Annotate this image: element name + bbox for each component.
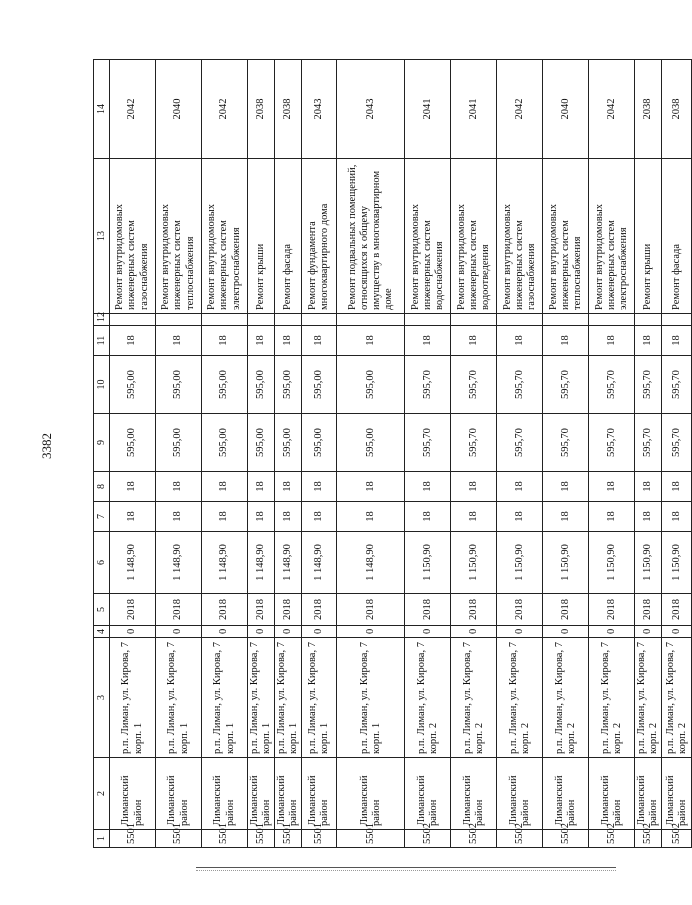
table-wrapper [93,60,688,848]
table-cell-col-9: 595,70 [451,414,497,472]
table-row [302,60,337,848]
column-header-13: 13 [94,159,110,314]
table-cell-col-5: 2018 [302,594,337,626]
table-cell-col-13: Ремонт фасада [275,159,302,314]
table-cell-col-7: 18 [110,502,156,532]
table-cell-col-11: 18 [110,326,156,356]
table-body [110,60,692,848]
column-header-3: 3 [94,638,110,758]
table-cell-col-13: Ремонт внутридомовых инженерных систем теплоснабжения [156,159,202,314]
table-cell-col-3: р.п. Лиман, ул. Кирова, 7 корп. 2 [589,638,635,758]
table-cell-col-9: 595,70 [543,414,589,472]
table-cell-col-13: Ремонт внутридомовых инженерных систем газоснабжения [110,159,156,314]
table-cell-col-9: 595,00 [337,414,405,472]
table-cell-col-9: 595,00 [302,414,337,472]
table-cell-col-1: 5502 [451,830,497,848]
table-cell-col-6: 1 148,90 [302,532,337,594]
table-cell-col-1: 5502 [543,830,589,848]
table-cell-col-6: 1 150,90 [497,532,543,594]
column-header-5: 5 [94,594,110,626]
table-cell-col-9: 595,00 [202,414,248,472]
table-cell-col-8: 18 [451,472,497,502]
table-cell-col-1: 5501 [156,830,202,848]
table-cell-col-10: 595,00 [156,356,202,414]
table-cell-col-10: 595,70 [405,356,451,414]
table-cell-col-4: 0 [543,626,589,638]
table-cell-col-12 [202,314,248,326]
table-cell-col-2: Лиманский район [202,758,248,830]
table-cell-col-9: 595,00 [156,414,202,472]
column-header-2: 2 [94,758,110,830]
table-cell-col-10: 595,70 [662,356,692,414]
table-cell-col-5: 2018 [156,594,202,626]
table-cell-col-3: р.п. Лиман, ул. Кирова, 7 корп. 1 [202,638,248,758]
table-cell-col-8: 18 [248,472,275,502]
table-cell-col-3: р.п. Лиман, ул. Кирова, 7 корп. 2 [635,638,662,758]
table-cell-col-3: р.п. Лиман, ул. Кирова, 7 корп. 2 [543,638,589,758]
column-header-6: 6 [94,532,110,594]
table-cell-col-9: 595,00 [275,414,302,472]
table-cell-col-13: Ремонт фасада [662,159,692,314]
table-cell-col-12 [543,314,589,326]
table-row [662,60,692,848]
table-cell-col-14: 2043 [302,60,337,159]
table-row [405,60,451,848]
table-cell-col-12 [662,314,692,326]
table-cell-col-8: 18 [405,472,451,502]
table-cell-col-7: 18 [156,502,202,532]
table-cell-col-7: 18 [543,502,589,532]
table-cell-col-11: 18 [497,326,543,356]
table-cell-col-11: 18 [202,326,248,356]
table-cell-col-14: 2038 [248,60,275,159]
table-cell-col-12 [497,314,543,326]
table-cell-col-1: 5502 [662,830,692,848]
table-cell-col-14: 2038 [662,60,692,159]
table-cell-col-1: 5501 [275,830,302,848]
table-cell-col-12 [110,314,156,326]
table-cell-col-8: 18 [202,472,248,502]
table-cell-col-6: 1 148,90 [248,532,275,594]
table-cell-col-12 [451,314,497,326]
table-cell-col-10: 595,70 [543,356,589,414]
table-cell-col-7: 18 [202,502,248,532]
table-cell-col-10: 595,00 [248,356,275,414]
column-header-4: 4 [94,626,110,638]
table-cell-col-6: 1 150,90 [543,532,589,594]
table-cell-col-6: 1 150,90 [635,532,662,594]
table-cell-col-6: 1 148,90 [275,532,302,594]
table-cell-col-3: р.п. Лиман, ул. Кирова, 7 корп. 1 [337,638,405,758]
table-cell-col-11: 18 [275,326,302,356]
table-cell-col-14: 2042 [202,60,248,159]
table-row [337,60,405,848]
table-cell-col-10: 595,70 [635,356,662,414]
header-row [94,60,110,848]
table-cell-col-7: 18 [497,502,543,532]
table-cell-col-10: 595,70 [451,356,497,414]
table-cell-col-6: 1 150,90 [451,532,497,594]
table-cell-col-4: 0 [156,626,202,638]
table-cell-col-8: 18 [589,472,635,502]
table-cell-col-1: 5502 [497,830,543,848]
table-cell-col-7: 18 [451,502,497,532]
table-cell-col-9: 595,70 [635,414,662,472]
table-cell-col-6: 1 148,90 [110,532,156,594]
bottom-scan-line [196,867,616,868]
table-cell-col-1: 5502 [635,830,662,848]
table-cell-col-14: 2042 [497,60,543,159]
table-cell-col-8: 18 [662,472,692,502]
table-cell-col-12 [589,314,635,326]
column-header-14: 14 [94,60,110,159]
page-number: 3382 [39,433,54,459]
table-cell-col-11: 18 [405,326,451,356]
table-cell-col-2: Лиманский район [543,758,589,830]
table-cell-col-2: Лиманский район [497,758,543,830]
table-cell-col-5: 2018 [337,594,405,626]
table-cell-col-10: 595,00 [337,356,405,414]
table-row [451,60,497,848]
table-cell-col-4: 0 [635,626,662,638]
table-cell-col-4: 0 [662,626,692,638]
table-cell-col-7: 18 [248,502,275,532]
table-cell-col-4: 0 [497,626,543,638]
table-cell-col-3: р.п. Лиман, ул. Кирова, 7 корп. 2 [405,638,451,758]
table-cell-col-13: Ремонт фундамента многоквартирного дома [302,159,337,314]
table-row [275,60,302,848]
table-cell-col-6: 1 148,90 [337,532,405,594]
table-cell-col-3: р.п. Лиман, ул. Кирова, 7 корп. 2 [662,638,692,758]
table-cell-col-8: 18 [543,472,589,502]
table-cell-col-13: Ремонт подвальных помещений, относящихся к общему имуществу в многоквартирном доме [337,159,405,314]
table-cell-col-9: 595,00 [110,414,156,472]
table-cell-col-5: 2018 [635,594,662,626]
column-header-10: 10 [94,356,110,414]
table-cell-col-5: 2018 [589,594,635,626]
table-cell-col-14: 2041 [405,60,451,159]
table-cell-col-3: р.п. Лиман, ул. Кирова, 7 корп. 1 [110,638,156,758]
table-cell-col-2: Лиманский район [589,758,635,830]
table-cell-col-1: 5502 [589,830,635,848]
column-header-1: 1 [94,830,110,848]
table-row [248,60,275,848]
table-cell-col-8: 18 [302,472,337,502]
table-cell-col-13: Ремонт внутридомовых инженерных систем водоснабжения [405,159,451,314]
table-cell-col-8: 18 [497,472,543,502]
column-header-7: 7 [94,502,110,532]
table-cell-col-6: 1 148,90 [202,532,248,594]
table-cell-col-12 [275,314,302,326]
table-cell-col-11: 18 [156,326,202,356]
table-cell-col-13: Ремонт внутридомовых инженерных систем газоснабжения [497,159,543,314]
table-cell-col-13: Ремонт внутридомовых инженерных систем теплоснабжения [543,159,589,314]
table-cell-col-5: 2018 [497,594,543,626]
table-cell-col-2: Лиманский район [451,758,497,830]
table-cell-col-13: Ремонт внутридомовых инженерных систем электроснабжения [202,159,248,314]
table-cell-col-5: 2018 [248,594,275,626]
table-cell-col-2: Лиманский район [275,758,302,830]
table-cell-col-9: 595,70 [497,414,543,472]
table-cell-col-4: 0 [405,626,451,638]
table-cell-col-6: 1 148,90 [156,532,202,594]
table-cell-col-4: 0 [110,626,156,638]
table-cell-col-9: 595,00 [248,414,275,472]
table-cell-col-2: Лиманский район [302,758,337,830]
table-row [589,60,635,848]
table-cell-col-10: 595,70 [497,356,543,414]
table-cell-col-2: Лиманский район [405,758,451,830]
table-cell-col-1: 5501 [248,830,275,848]
table-cell-col-12 [635,314,662,326]
table-cell-col-11: 18 [302,326,337,356]
table-cell-col-4: 0 [451,626,497,638]
table-cell-col-14: 2043 [337,60,405,159]
table-cell-col-5: 2018 [662,594,692,626]
table-cell-col-8: 18 [156,472,202,502]
table-cell-col-4: 0 [337,626,405,638]
table-row [202,60,248,848]
table-cell-col-8: 18 [110,472,156,502]
table-cell-col-3: р.п. Лиман, ул. Кирова, 7 корп. 1 [248,638,275,758]
table-cell-col-10: 595,00 [110,356,156,414]
column-header-9: 9 [94,414,110,472]
table-cell-col-12 [302,314,337,326]
table-cell-col-2: Лиманский район [635,758,662,830]
table-cell-col-2: Лиманский район [248,758,275,830]
table-cell-col-4: 0 [275,626,302,638]
table-cell-col-1: 5501 [337,830,405,848]
table-cell-col-11: 18 [248,326,275,356]
table-cell-col-4: 0 [248,626,275,638]
table-cell-col-14: 2042 [110,60,156,159]
table-cell-col-7: 18 [662,502,692,532]
table-cell-col-1: 5501 [302,830,337,848]
table-cell-col-7: 18 [635,502,662,532]
table-cell-col-5: 2018 [451,594,497,626]
table-cell-col-5: 2018 [202,594,248,626]
column-header-8: 8 [94,472,110,502]
table-cell-col-7: 18 [275,502,302,532]
table-cell-col-14: 2040 [156,60,202,159]
table-cell-col-8: 18 [337,472,405,502]
table-cell-col-11: 18 [635,326,662,356]
table-cell-col-4: 0 [202,626,248,638]
table-cell-col-3: р.п. Лиман, ул. Кирова, 7 корп. 2 [497,638,543,758]
table-cell-col-2: Лиманский район [337,758,405,830]
table-cell-col-13: Ремонт крыши [248,159,275,314]
table-cell-col-11: 18 [589,326,635,356]
column-header-12: 12 [94,314,110,326]
table-cell-col-7: 18 [302,502,337,532]
table-cell-col-5: 2018 [543,594,589,626]
table-cell-col-6: 1 150,90 [405,532,451,594]
table-cell-col-13: Ремонт внутридомовых инженерных систем электроснабжения [589,159,635,314]
table-row [497,60,543,848]
table-cell-col-6: 1 150,90 [662,532,692,594]
table-cell-col-8: 18 [275,472,302,502]
table-cell-col-4: 0 [589,626,635,638]
table-cell-col-12 [156,314,202,326]
table-cell-col-14: 2040 [543,60,589,159]
table-cell-col-11: 18 [337,326,405,356]
table-cell-col-10: 595,00 [275,356,302,414]
table-cell-col-11: 18 [451,326,497,356]
column-header-11: 11 [94,326,110,356]
table-row [543,60,589,848]
table-cell-col-10: 595,70 [589,356,635,414]
table-cell-col-3: р.п. Лиман, ул. Кирова, 7 корп. 1 [156,638,202,758]
table-row [635,60,662,848]
table-cell-col-2: Лиманский район [156,758,202,830]
table-cell-col-5: 2018 [110,594,156,626]
table-cell-col-9: 595,70 [589,414,635,472]
table-cell-col-2: Лиманский район [110,758,156,830]
table-cell-col-7: 18 [589,502,635,532]
table-cell-col-2: Лиманский район [662,758,692,830]
table-cell-col-3: р.п. Лиман, ул. Кирова, 7 корп. 1 [302,638,337,758]
table-cell-col-13: Ремонт крыши [635,159,662,314]
table-cell-col-1: 5502 [405,830,451,848]
table-cell-col-3: р.п. Лиман, ул. Кирова, 7 корп. 2 [451,638,497,758]
table-cell-col-12 [337,314,405,326]
table-cell-col-14: 2038 [275,60,302,159]
table-cell-col-5: 2018 [405,594,451,626]
table-row [110,60,156,848]
table-cell-col-12 [248,314,275,326]
table-cell-col-14: 2041 [451,60,497,159]
table-cell-col-6: 1 150,90 [589,532,635,594]
table-cell-col-11: 18 [543,326,589,356]
table-cell-col-1: 5501 [110,830,156,848]
table-cell-col-3: р.п. Лиман, ул. Кирова, 7 корп. 1 [275,638,302,758]
data-table [93,59,692,848]
table-cell-col-7: 18 [405,502,451,532]
bottom-scan-dots [196,870,616,871]
table-cell-col-4: 0 [302,626,337,638]
table-cell-col-11: 18 [662,326,692,356]
table-cell-col-12 [405,314,451,326]
table-cell-col-14: 2042 [589,60,635,159]
table-cell-col-9: 595,70 [405,414,451,472]
table-cell-col-13: Ремонт внутридомовых инженерных систем водоотведения [451,159,497,314]
table-cell-col-9: 595,70 [662,414,692,472]
table-cell-col-14: 2038 [635,60,662,159]
table-cell-col-10: 595,00 [302,356,337,414]
table-cell-col-1: 5501 [202,830,248,848]
table-cell-col-7: 18 [337,502,405,532]
table-row [156,60,202,848]
table-cell-col-8: 18 [635,472,662,502]
table-cell-col-5: 2018 [275,594,302,626]
table-cell-col-10: 595,00 [202,356,248,414]
